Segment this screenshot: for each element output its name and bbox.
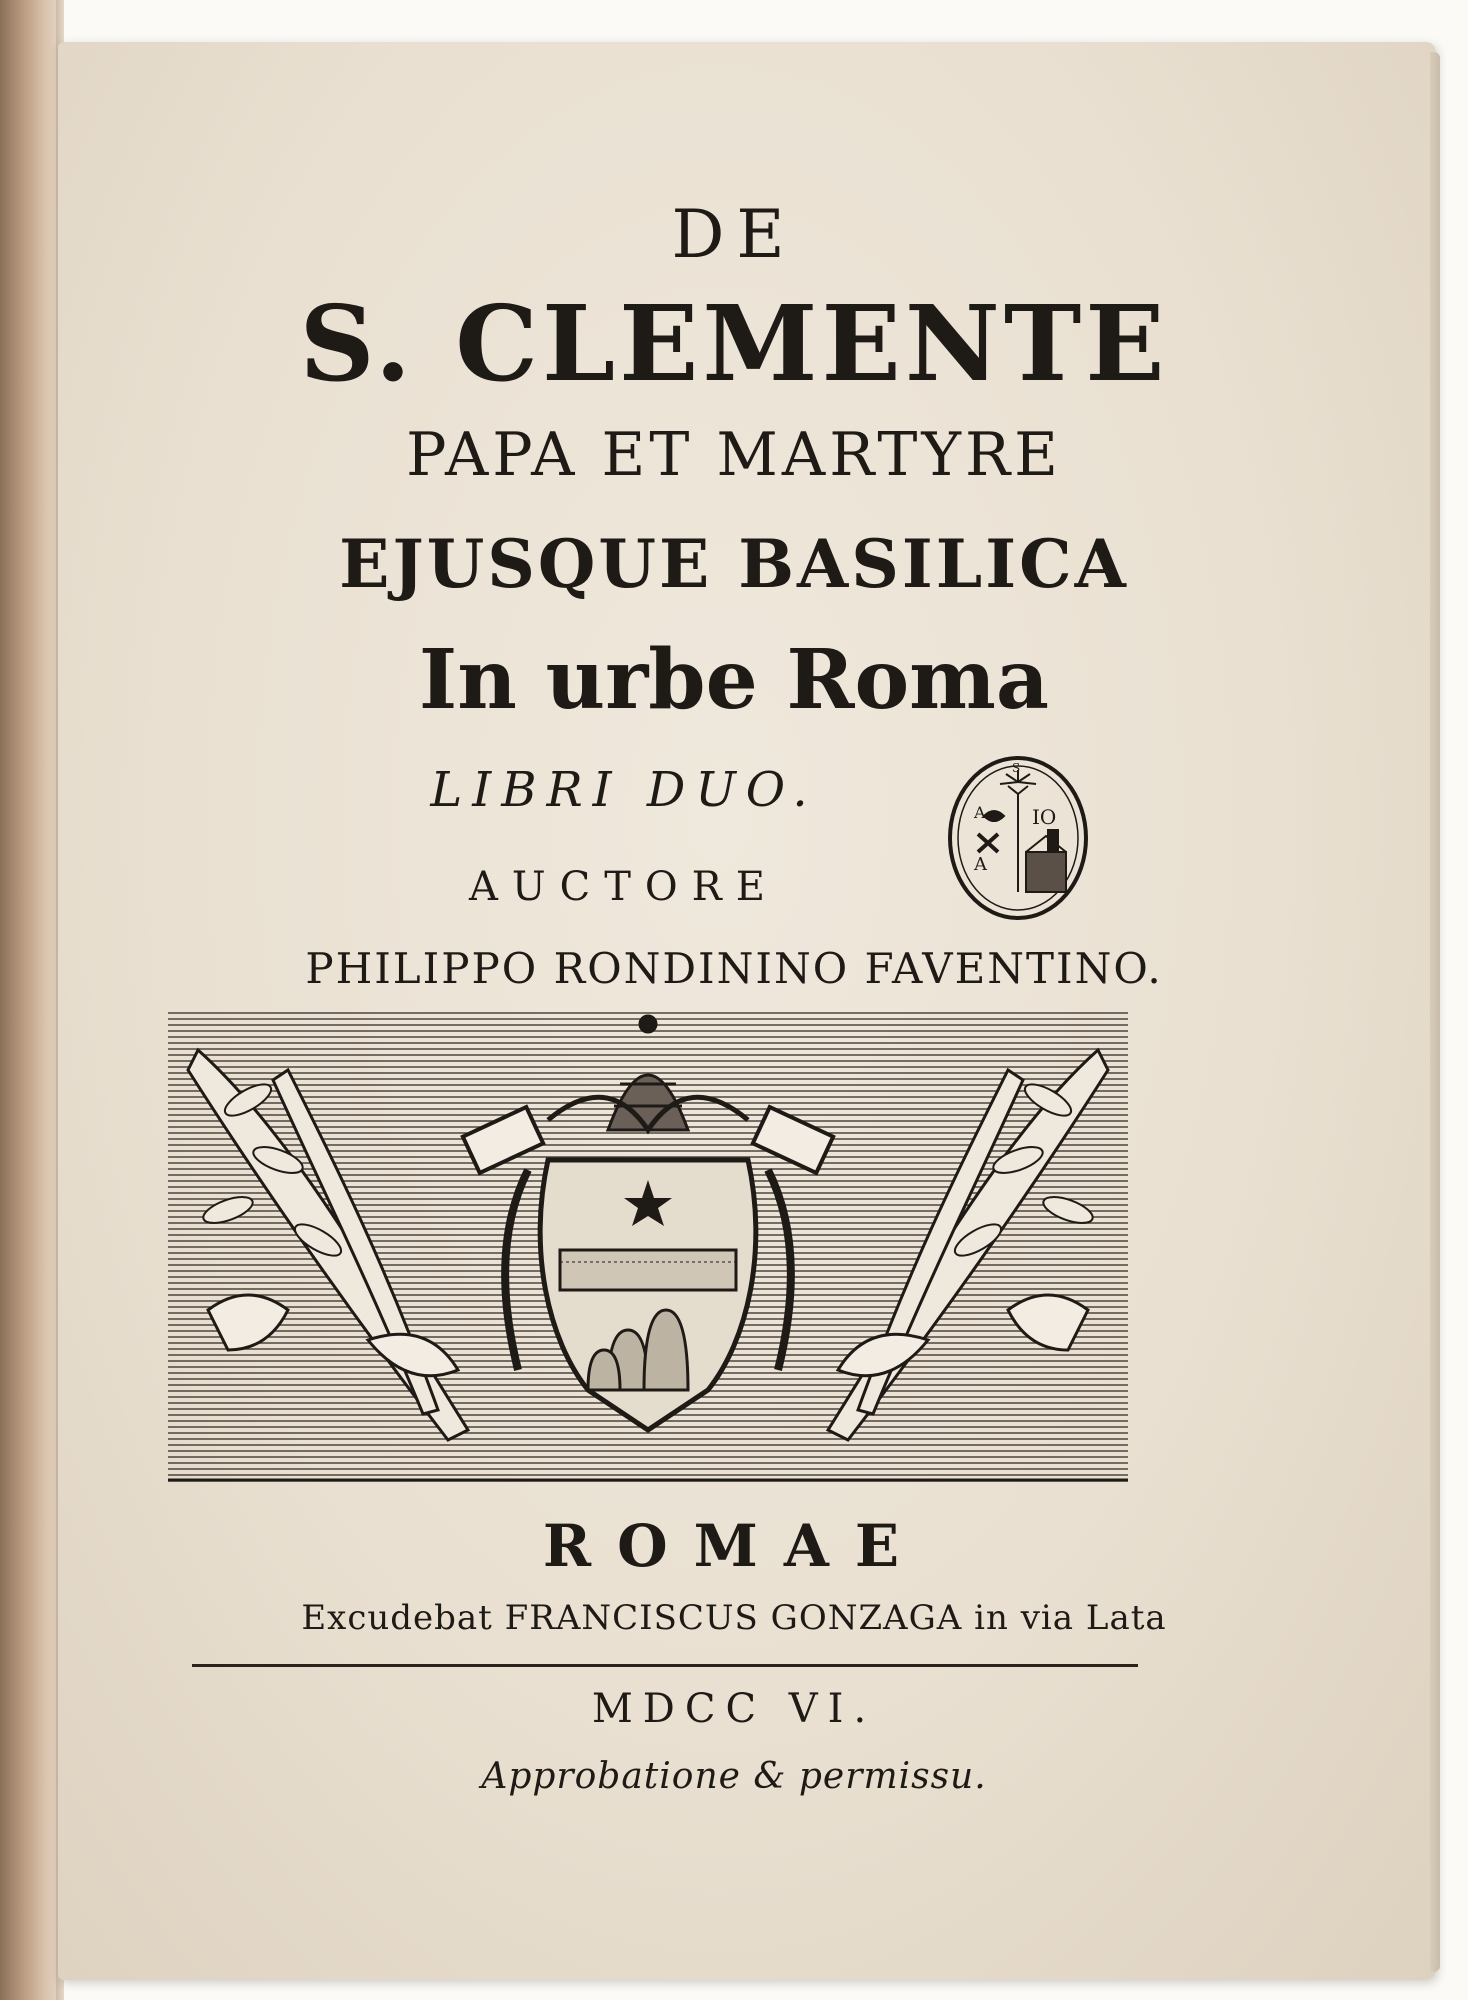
title-line-urbe: In urbe Roma <box>418 632 1050 728</box>
imprint-year: MDCC VI. <box>591 1686 877 1732</box>
stamp-letter-a-1: A <box>974 803 986 822</box>
author-name: PHILIPPO RONDININO FAVENTINO. <box>305 944 1163 993</box>
imprint-city: ROMAE <box>542 1512 926 1580</box>
stamp-letter-s: S <box>1012 761 1021 775</box>
stamp-letters-io: IO <box>1032 805 1057 829</box>
title-line-clemente: S. CLEMENTE <box>299 282 1169 405</box>
title-line-libri: LIBRI DUO. <box>430 762 818 818</box>
title-line-de: DE <box>671 196 797 273</box>
imprint-approbation: Approbatione & permissu. <box>481 1756 987 1797</box>
imprint-printer: Excudebat FRANCISCUS GONZAGA in via Lata <box>301 1598 1167 1638</box>
library-stamp-icon <box>944 752 1092 924</box>
coat-of-arms-engraving-icon <box>168 1010 1128 1482</box>
stamp-letter-a-2: A <box>974 854 987 875</box>
title-line-papa: PAPA ET MARTYRE <box>406 420 1062 490</box>
imprint-rule <box>192 1664 1138 1667</box>
title-line-auctore: AUCTORE <box>469 864 779 910</box>
title-line-ejusque: EJUSQUE BASILICA <box>339 525 1129 603</box>
